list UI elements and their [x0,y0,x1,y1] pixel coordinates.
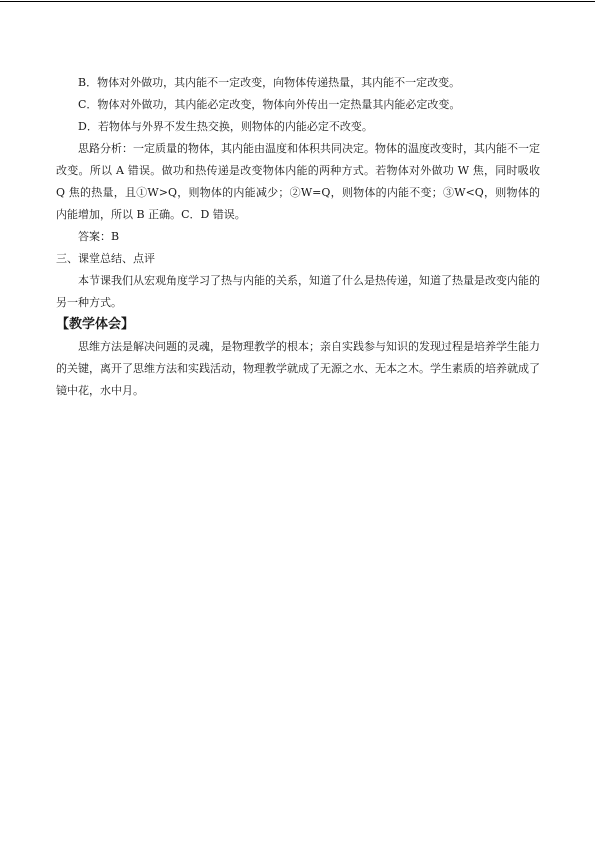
reflection-paragraph: 思维方法是解决问题的灵魂，是物理教学的根本；亲自实践参与知识的发现过程是培养学生能力的关键，离开了思维方法和实践活动，物理教学就成了无源之水、无本之木。学生素质的培养就成了镜中花，水中月。 [56,340,540,397]
document-body [56,72,540,402]
option-b: B．物体对外做功，其内能不一定改变，向物体传递热量，其内能不一定改变。 [78,76,461,89]
option-d: D．若物体与外界不发生热交换，则物体的内能必定不改变。 [78,120,373,133]
page-top-border [0,1,595,2]
summary-paragraph: 本节课我们从宏观角度学习了热与内能的关系，知道了什么是热传递，知道了热量是改变内能的另一种方式。 [56,274,540,309]
reflection-heading: 【教学体会】 [56,317,135,332]
option-c: C．物体对外做功，其内能必定改变，物体向外传出一定热量其内能必定改变。 [78,98,461,111]
analysis-paragraph: 思路分析：一定质量的物体，其内能由温度和体积共同决定。物体的温度改变时，其内能不一定改变。所以 A 错误。做功和热传递是改变物体内能的两种方式。若物体对外做功 W 焦，同时吸收 Q 焦的热量，且①W>Q，则物体的内能减少；②W=Q，则物体的内能不变；③W<Q，则物体的内能增加，所以 B 正确。C．D 错误。 [56,142,540,221]
section-three-title: 三、课堂总结、点评 [56,252,155,265]
answer-line: 答案：B [78,230,120,243]
